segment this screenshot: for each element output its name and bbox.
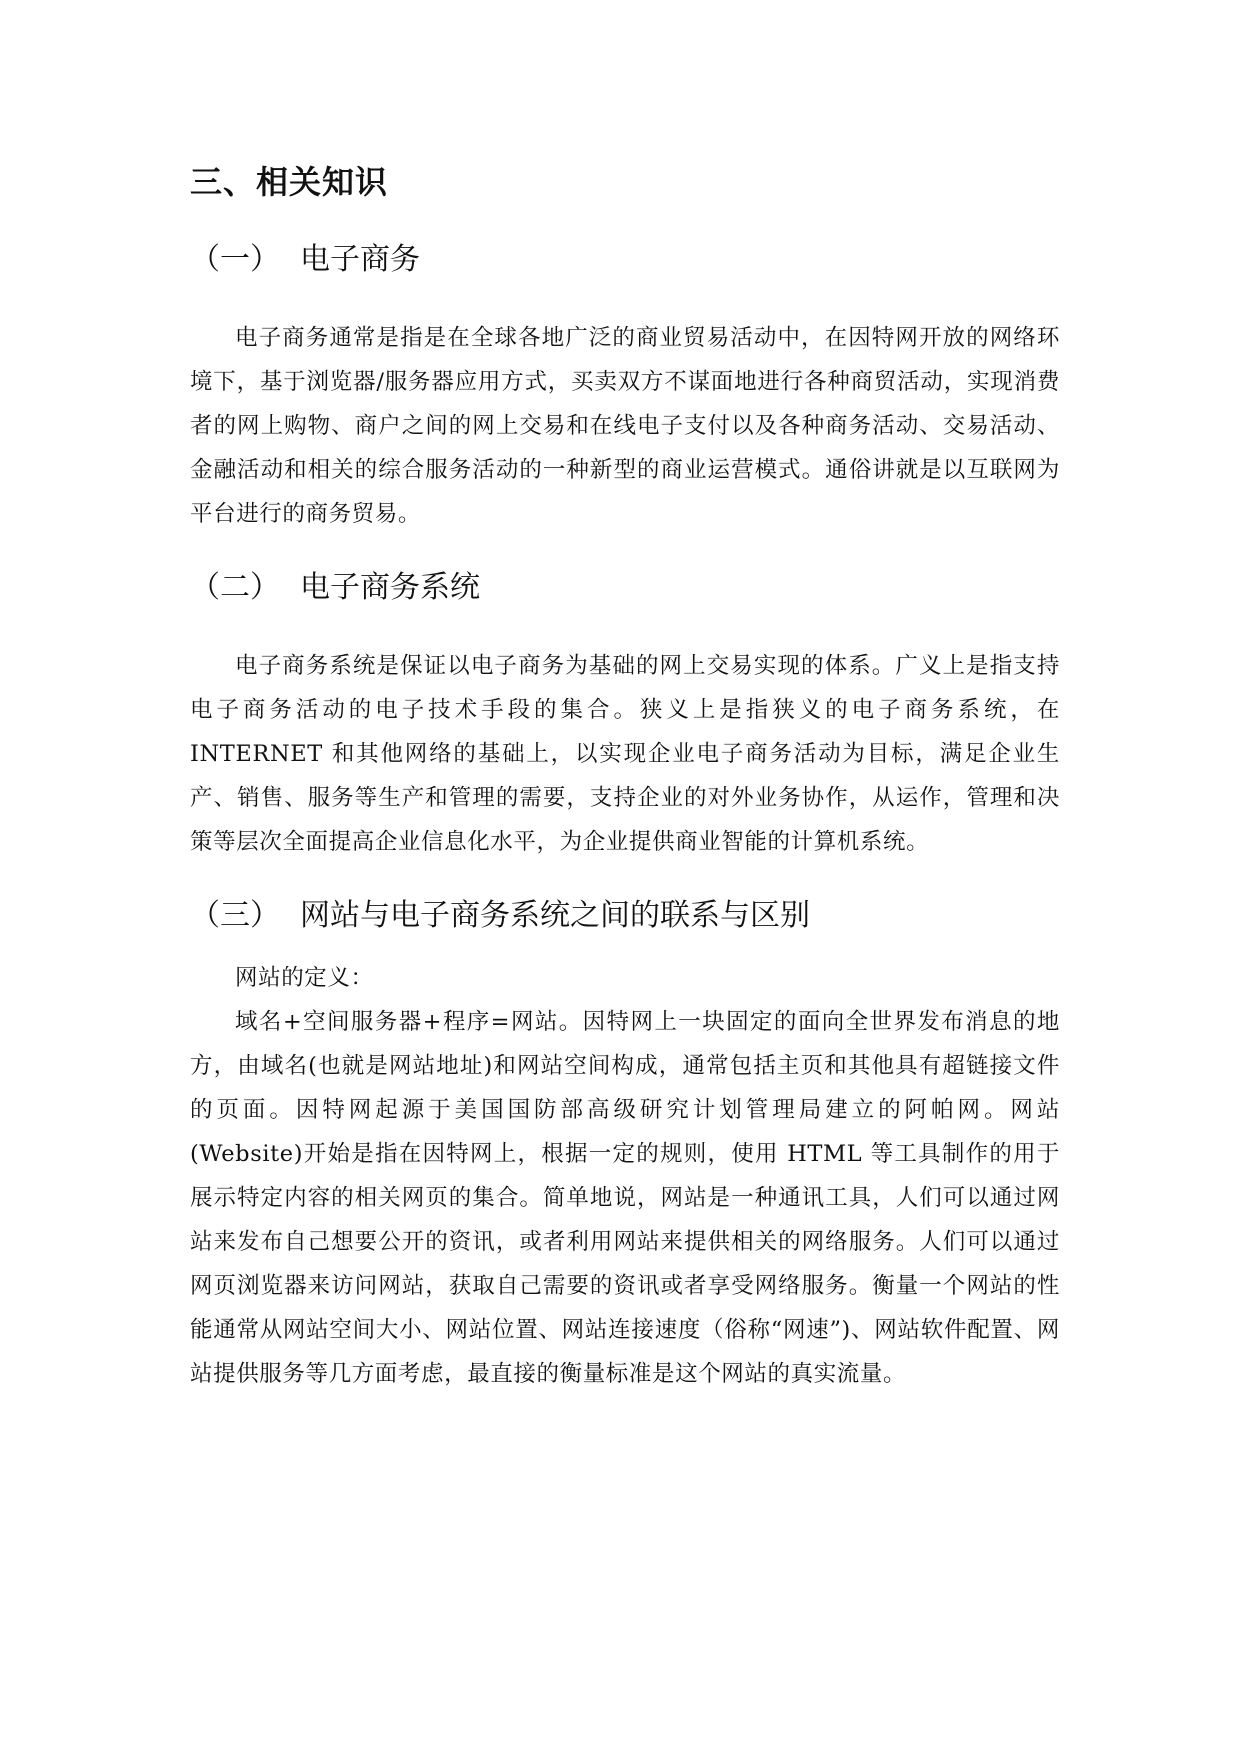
section-e-commerce-system — [190, 568, 1060, 864]
section-e-commerce — [190, 240, 1060, 536]
section-title: 电子商务系统 — [300, 570, 480, 605]
paragraph: 电子商务系统是保证以电子商务为基础的网上交易实现的体系。广义上是指支持电子商务活动的电子技术手段的集合。狭义上是指狭义的电子商务系统，在 INTERNET 和其他网络的基础上，以实现企业电子商务活动为目标，满足企业生产、销售、服务等生产和管理的需要，支持企业的对外业务协作，从运作，管理和决策等层次全面提高企业信息化水平，为企业提供商业智能的计算机系统。 — [190, 653, 1060, 855]
section-heading — [190, 568, 1060, 608]
section-title: 网站与电子商务系统之间的联系与区别 — [300, 898, 810, 933]
paragraph: 域名+空间服务器+程序=网站。因特网上一块固定的面向全世界发布消息的地方，由域名(也就是网站地址)和网站空间构成，通常包括主页和其他具有超链接文件的页面。因特网起源于美国国防部高级研究计划管理局建立的阿帕网。网站(Website)开始是指在因特网上，根据一定的规则，使用 HTML 等工具制作的用于展示特定内容的相关网页的集合。简单地说，网站是一种通讯工具，人们可以通过网站来发布自己想要公开的资讯，或者利用网站来提供相关的网络服务。人们可以通过网页浏览器来访问网站，获取自己需要的资讯或者享受网络服务。衡量一个网站的性能通常从网站空间大小、网站位置、网站连接速度（俗称“网速”)、网站软件配置、网站提供服务等几方面考虑，最直接的衡量标准是这个网站的真实流量。 — [190, 1009, 1060, 1387]
paragraph: 电子商务通常是指是在全球各地广泛的商业贸易活动中，在因特网开放的网络环境下，基于浏览器/服务器应用方式，买卖双方不谋面地进行各种商贸活动，实现消费者的网上购物、商户之间的网上交易和在线电子支付以及各种商务活动、交易活动、金融活动和相关的综合服务活动的一种新型的商业运营模式。通俗讲就是以互联网为平台进行的商务贸易。 — [190, 325, 1060, 527]
section-website-vs-system — [190, 896, 1060, 1396]
section-number: （三） — [190, 898, 280, 933]
section-heading — [190, 240, 1060, 280]
section-heading — [190, 896, 1060, 936]
section-number: （一） — [190, 242, 280, 277]
definition-label: 网站的定义： — [235, 965, 374, 991]
page-content — [190, 162, 1060, 1428]
chapter-title: 三、相关知识 — [190, 163, 389, 201]
section-title: 电子商务 — [300, 242, 420, 277]
section-number: （二） — [190, 570, 280, 605]
